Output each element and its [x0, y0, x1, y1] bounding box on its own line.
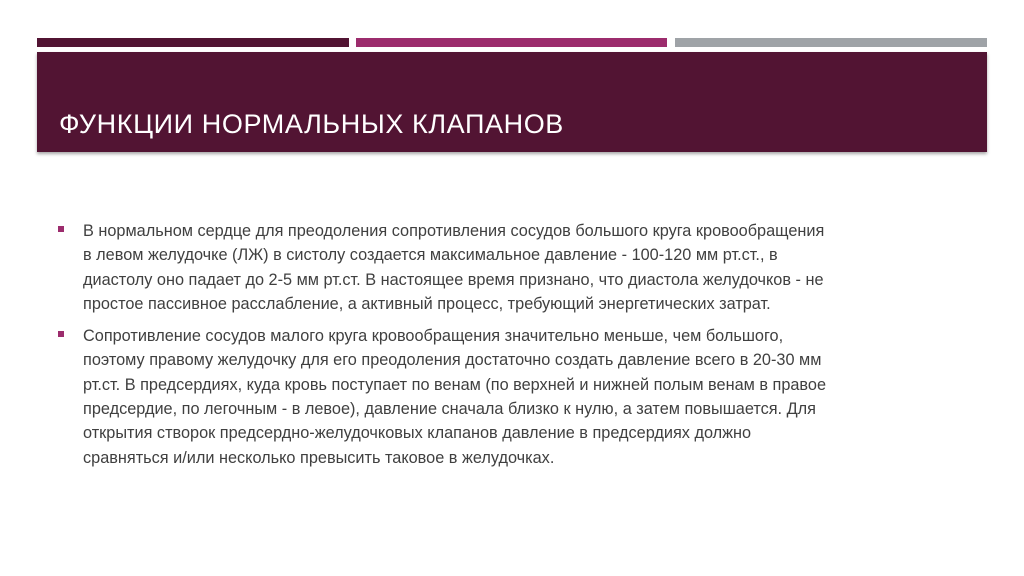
bullet-line: Сопротивление сосудов малого круга кровообращения значительно меньше, чем большого,: [83, 327, 784, 346]
top-accent-bar-center: [356, 38, 667, 47]
bullet-line: сравняться и/или несколько превысить таковое в желудочках.: [83, 448, 555, 467]
square-bullet-icon: [58, 331, 64, 337]
square-bullet-icon: [58, 226, 64, 232]
bullet-line: предсердие, по легочным - в левое), давление сначала близко к нулю, а затем повышается. Для: [83, 400, 816, 419]
title-band: [37, 52, 987, 152]
bullet-line: рт.ст. В предсердиях, куда кровь поступает по венам (по верхней и нижней полым венам в правое: [83, 375, 827, 394]
bullet-line: простое пассивное расслабление, а активный процесс, требующий энергетических затрат.: [83, 294, 771, 313]
bullet-line: В нормальном сердце для преодоления сопротивления сосудов большого круга кровообращения: [83, 222, 825, 240]
bullet-line: открытия створок предсердно-желудочковых клапанов давление в предсердиях должно: [83, 424, 752, 443]
top-accent-bar-right: [675, 38, 987, 47]
bullet-line: диастолу оно падает до 2-5 мм рт.ст. В настоящее время признано, что диастола желудочков - не: [83, 270, 824, 289]
bullet-item: [58, 324, 968, 470]
bullet-item: [58, 219, 968, 316]
slide-title: ФУНКЦИИ НОРМАЛЬНЫХ КЛАПАНОВ: [59, 109, 564, 139]
top-accent-bar-left: [37, 38, 349, 47]
bullet-line: в левом желудочке (ЛЖ) в систолу создается максимальное давление - 100-120 мм рт.ст., в: [83, 246, 778, 265]
bullet-line: поэтому правому желудочку для его преодоления достаточно создать давление всего в 20-30 мм: [83, 351, 822, 370]
slide-body: [58, 219, 968, 478]
